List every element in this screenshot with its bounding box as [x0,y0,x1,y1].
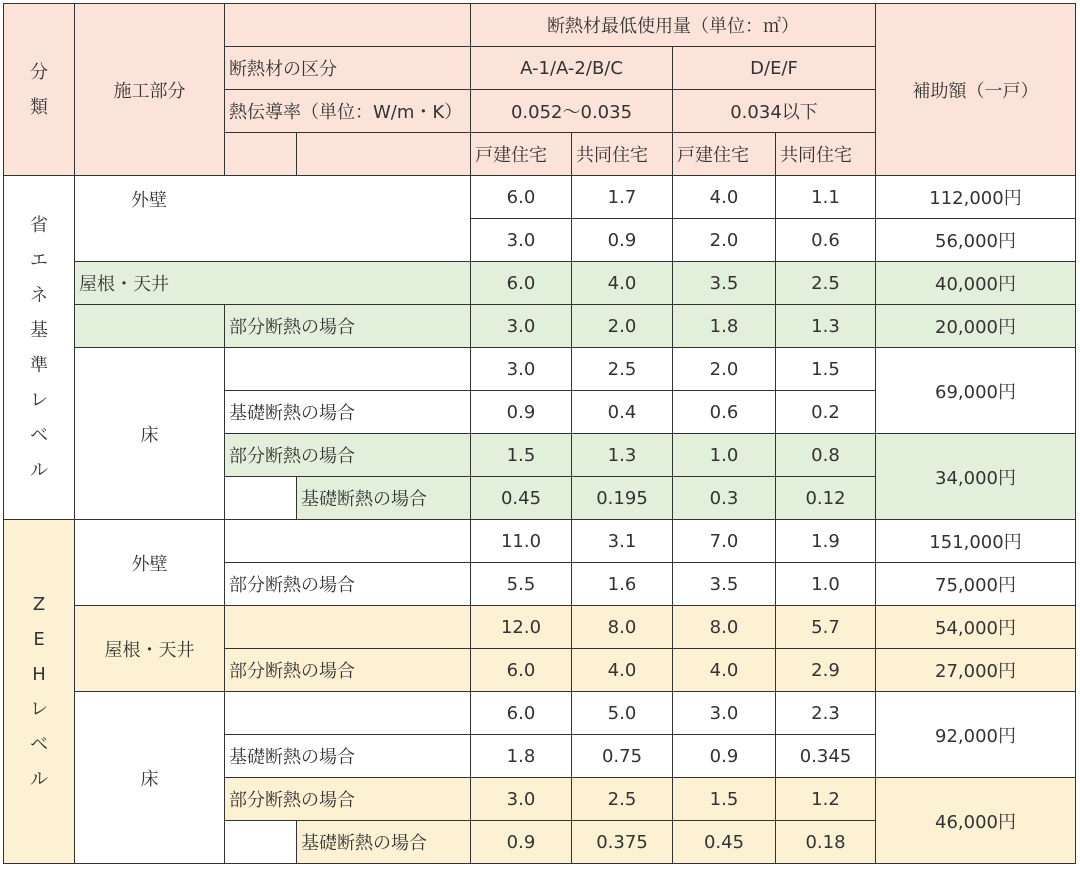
value-cell: 4.0 [572,262,673,305]
subsidy-cell: 34,000円 [876,434,1076,520]
value-cell: 8.0 [572,606,673,649]
table-row [4,348,1076,391]
value-cell: 5.0 [572,692,673,735]
value-cell: 1.0 [776,563,876,606]
subsidy-cell: 54,000円 [876,606,1076,649]
value-cell: 0.195 [572,477,673,520]
subsidy-header: 補助額（一戸） [876,4,1076,176]
value-cell: 6.0 [471,176,572,219]
conductivity-d: 0.034以下 [673,90,876,133]
subsidy-cell: 56,000円 [876,219,1076,262]
value-cell: 1.3 [572,434,673,477]
value-cell: 3.0 [471,219,572,262]
row-label: 基礎断熱の場合 [225,735,471,778]
subsidy-cell: 151,000円 [876,520,1076,563]
part-floor: 床 [75,348,225,520]
value-cell: 3.5 [673,262,776,305]
value-cell: 6.0 [471,692,572,735]
value-cell: 0.12 [776,477,876,520]
header-blank [297,133,471,176]
value-cell: 2.5 [572,348,673,391]
row-label: 部分断熱の場合 [225,563,471,606]
table-row [4,176,1076,219]
subsidy-cell: 75,000円 [876,563,1076,606]
part-floor: 床 [75,692,225,864]
subsidy-cell: 27,000円 [876,649,1076,692]
value-cell: 0.8 [776,434,876,477]
subsidy-cell: 20,000円 [876,305,1076,348]
subsidy-cell: 112,000円 [876,176,1076,219]
part-header: 施工部分 [75,4,225,176]
value-cell: 3.1 [572,520,673,563]
value-cell: 0.6 [673,391,776,434]
class-a-header: A-1/A-2/B/C [471,47,673,90]
house-type-header: 共同住宅 [572,133,673,176]
value-cell: 0.18 [776,821,876,864]
insulation-subsidy-table [3,3,1076,864]
value-cell: 1.5 [471,434,572,477]
value-cell: 3.0 [471,778,572,821]
row-blank [225,692,471,735]
value-cell: 1.3 [776,305,876,348]
part-roof: 屋根・天井 [75,606,225,692]
value-cell: 7.0 [673,520,776,563]
house-type-header: 共同住宅 [776,133,876,176]
table-row [4,305,1076,348]
value-cell: 2.5 [776,262,876,305]
value-cell: 3.0 [471,305,572,348]
value-cell: 8.0 [673,606,776,649]
row-label: 部分断熱の場合 [225,305,471,348]
value-cell: 3.5 [673,563,776,606]
value-cell: 4.0 [673,649,776,692]
value-cell: 2.0 [673,348,776,391]
category-energy-saving: 省 エ ネ 基 準 レ ベ ル [4,176,75,520]
value-cell: 1.1 [776,176,876,219]
indent-blank [225,477,297,520]
row-blank [225,606,471,649]
value-cell: 1.8 [471,735,572,778]
row-label: 基礎断熱の場合 [297,821,471,864]
table-row [4,692,1076,735]
indent-blank [225,821,297,864]
value-cell: 5.7 [776,606,876,649]
subsidy-cell: 40,000円 [876,262,1076,305]
value-cell: 0.9 [471,391,572,434]
value-cell: 0.345 [776,735,876,778]
class-d-header: D/E/F [673,47,876,90]
value-cell: 6.0 [471,262,572,305]
value-cell: 1.7 [572,176,673,219]
value-cell: 3.0 [673,692,776,735]
value-cell: 0.4 [572,391,673,434]
value-cell: 4.0 [673,176,776,219]
category-zeh: Z E H レ ベ ル [4,520,75,864]
value-cell: 6.0 [471,649,572,692]
house-type-header: 戸建住宅 [673,133,776,176]
row-label: 基礎断熱の場合 [225,391,471,434]
indent-blank [75,305,225,348]
value-cell: 1.8 [673,305,776,348]
conductivity-a: 0.052～0.035 [471,90,673,133]
value-cell: 0.2 [776,391,876,434]
subsidy-cell: 69,000円 [876,348,1076,434]
value-cell: 1.0 [673,434,776,477]
value-cell: 2.0 [572,305,673,348]
value-cell: 0.9 [572,219,673,262]
value-cell: 1.9 [776,520,876,563]
table-row [4,520,1076,563]
subsidy-cell: 46,000円 [876,778,1076,864]
min-usage-header: 断熱材最低使用量（単位：㎡） [471,4,876,47]
value-cell: 2.0 [673,219,776,262]
part-wall: 外壁 [75,520,225,606]
row-label: 部分断熱の場合 [225,778,471,821]
value-cell: 4.0 [572,649,673,692]
conductivity-label: 熱伝導率（単位：W/m・K） [225,90,471,133]
value-cell: 1.5 [776,348,876,391]
value-cell: 1.5 [673,778,776,821]
value-cell: 12.0 [471,606,572,649]
value-cell: 3.0 [471,348,572,391]
table-row [4,606,1076,649]
row-label: 部分断熱の場合 [225,434,471,477]
class-label: 断熱材の区分 [225,47,471,90]
value-cell: 0.6 [776,219,876,262]
value-cell: 0.9 [471,821,572,864]
row-blank [225,348,471,391]
value-cell: 0.9 [673,735,776,778]
row-blank [225,520,471,563]
value-cell: 0.45 [471,477,572,520]
category-header: 分 類 [4,4,75,176]
value-cell: 5.5 [471,563,572,606]
value-cell: 0.75 [572,735,673,778]
part-roof: 屋根・天井 [75,262,471,305]
value-cell: 2.9 [776,649,876,692]
header-blank [225,133,297,176]
row-label: 基礎断熱の場合 [297,477,471,520]
subsidy-cell: 92,000円 [876,692,1076,778]
value-cell: 2.5 [572,778,673,821]
value-cell: 0.375 [572,821,673,864]
house-type-header: 戸建住宅 [471,133,572,176]
value-cell: 11.0 [471,520,572,563]
value-cell: 2.3 [776,692,876,735]
part-wall: 外壁 [75,176,471,262]
table-row [4,262,1076,305]
row-label: 部分断熱の場合 [225,649,471,692]
header-row [4,4,1076,47]
value-cell: 0.45 [673,821,776,864]
value-cell: 1.6 [572,563,673,606]
value-cell: 0.3 [673,477,776,520]
header-blank [225,4,471,47]
value-cell: 1.2 [776,778,876,821]
